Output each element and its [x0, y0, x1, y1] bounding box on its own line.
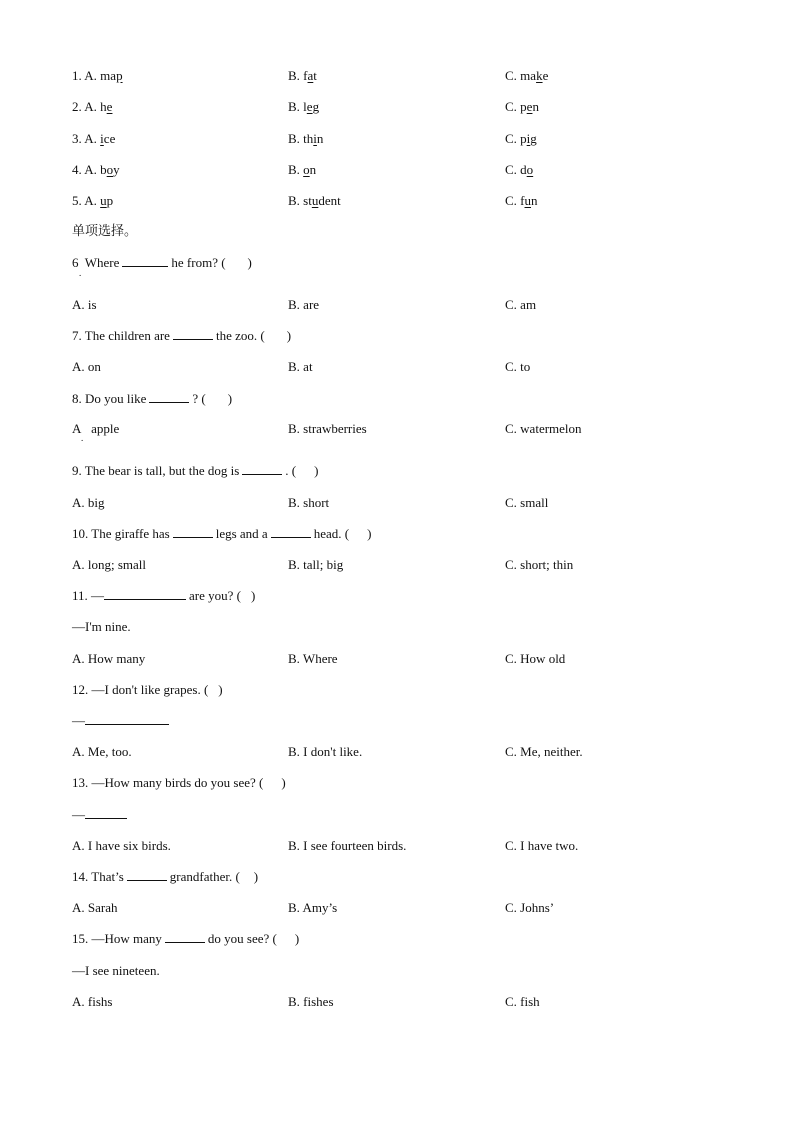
option-a: 4. A. boy — [72, 162, 120, 177]
option-b: B. leg — [288, 99, 320, 114]
option-b: B. tall; big — [288, 557, 344, 572]
question-15-reply: —I see nineteen. — [72, 963, 160, 978]
question-2 — [72, 97, 732, 117]
option-b: B. strawberries — [288, 421, 367, 436]
section-title: 单项选择。 — [72, 224, 138, 239]
option-c: C. pig — [505, 131, 537, 146]
option-a: A. Me, too. — [72, 744, 132, 759]
option-a: A. big — [72, 495, 105, 510]
option-b: B. thin — [288, 131, 324, 146]
question-13-reply: — — [72, 805, 732, 825]
option-a: 3. A. ice — [72, 131, 116, 146]
question-11-reply: —I'm nine. — [72, 619, 131, 634]
question-9: 9. The bear is tall, but the dog is . ( ) — [72, 463, 319, 478]
option-b: B. fishes — [288, 994, 334, 1009]
question-11-options — [72, 649, 732, 669]
question-8-options — [72, 419, 732, 443]
question-13: 13. —How many birds do you see? ( ) — [72, 775, 286, 790]
question-12: 12. —I don't like grapes. ( ) — [72, 682, 223, 697]
option-c: C. do — [505, 162, 534, 177]
question-13-options — [72, 836, 732, 856]
option-b: B. student — [288, 193, 341, 208]
question-14: 14. That’s grandfather. ( ) — [72, 869, 259, 884]
question-11: 11. — are you? ( ) — [72, 588, 256, 603]
question-6-options — [72, 295, 732, 315]
option-b: B. short — [288, 495, 330, 510]
question-14-options — [72, 898, 732, 918]
question-8: 8. Do you like ? ( ) — [72, 391, 233, 406]
option-b: B. fat — [288, 68, 317, 83]
option-c: C. small — [505, 495, 549, 510]
option-a: A. fishs — [72, 994, 113, 1009]
question-6: 6 . Where he from? ( ) — [72, 255, 252, 278]
option-a: A. How many — [72, 651, 146, 666]
option-a: 1. A. map — [72, 68, 123, 83]
option-c: C. I have two. — [505, 838, 579, 853]
question-10-options — [72, 555, 732, 575]
option-a: A. on — [72, 359, 101, 374]
option-c: C. to — [505, 359, 531, 374]
option-a: A. Sarah — [72, 900, 118, 915]
option-c: C. am — [505, 297, 537, 312]
option-c: C. How old — [505, 651, 566, 666]
option-b: B. I see fourteen birds. — [288, 838, 407, 853]
option-b: B. at — [288, 359, 313, 374]
question-4 — [72, 160, 732, 180]
option-a: A. I have six birds. — [72, 838, 171, 853]
option-a: A . apple — [72, 421, 120, 443]
question-5 — [72, 191, 732, 211]
option-a: 5. A. up — [72, 193, 114, 208]
option-b: B. on — [288, 162, 317, 177]
question-9-options — [72, 493, 732, 513]
option-c: C. make — [505, 68, 549, 83]
option-c: C. watermelon — [505, 421, 582, 436]
question-12-options — [72, 742, 732, 762]
question-10: 10. The giraffe has legs and a head. ( ) — [72, 526, 372, 541]
option-c: C. fun — [505, 193, 538, 208]
option-c: C. short; thin — [505, 557, 574, 572]
question-1 — [72, 66, 732, 86]
question-7: 7. The children are the zoo. ( ) — [72, 328, 292, 343]
option-c: C. pen — [505, 99, 539, 114]
question-15: 15. —How many do you see? ( ) — [72, 931, 300, 946]
question-7-options — [72, 357, 732, 377]
option-a: A. is — [72, 297, 97, 312]
option-b: B. Amy’s — [288, 900, 338, 915]
question-12-reply: — — [72, 711, 732, 731]
option-b: B. are — [288, 297, 320, 312]
option-a: 2. A. he — [72, 99, 113, 114]
option-b: B. I don't like. — [288, 744, 363, 759]
option-c: C. Johns’ — [505, 900, 555, 915]
question-15-options — [72, 992, 732, 1012]
option-c: C. Me, neither. — [505, 744, 583, 759]
option-b: B. Where — [288, 651, 338, 666]
question-3 — [72, 129, 732, 149]
option-a: A. long; small — [72, 557, 147, 572]
option-c: C. fish — [505, 994, 540, 1009]
